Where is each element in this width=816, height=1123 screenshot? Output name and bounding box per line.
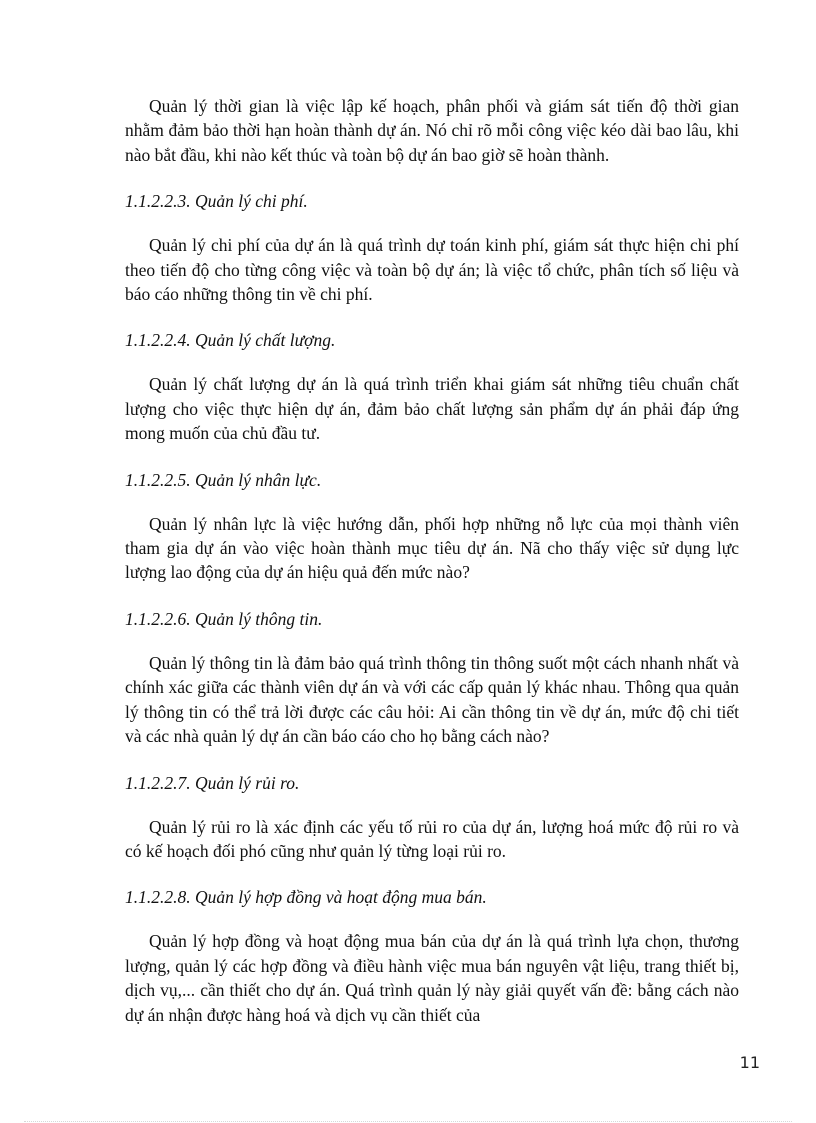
heading-risk-management: 1.1.2.2.7. Quản lý rủi ro. <box>125 772 300 793</box>
paragraph-information-management: Quản lý thông tin là đảm bảo quá trình thông tin thông suốt một cách nhanh nhất và chính xác giữa các thành viên dự án và với các cấp quản lý khác nhau. Thông qua quản lý thông tin có thể trả lời được các câu hỏi: Ai cần thông tin về dự án, mức độ chi tiết và các nhà quản lý dự án cần báo cáo cho họ bằng cách nào? <box>125 652 739 747</box>
heading-human-resource-management: 1.1.2.2.5. Quản lý nhân lực. <box>125 469 322 490</box>
paragraph-cost-management: Quản lý chi phí của dự án là quá trình dự toán kinh phí, giám sát thực hiện chi phí theo tiến độ cho từng công việc và toàn bộ dự án; là việc tổ chức, phân tích số liệu và báo cáo những thông tin về chi phí. <box>125 235 739 305</box>
heading-information-management: 1.1.2.2.6. Quản lý thông tin. <box>125 608 323 629</box>
paragraph-time-management: Quản lý thời gian là việc lập kế hoạch, phân phối và giám sát tiến độ thời gian nhằm đảm bảo thời hạn hoàn thành dự án. Nó chỉ rõ mỗi công việc kéo dài bao lâu, khi nào bắt đầu, khi nào kết thúc và toàn bộ dự án bao giờ sẽ hoàn thành. <box>125 96 739 165</box>
paragraph-quality-management: Quản lý chất lượng dự án là quá trình triển khai giám sát những tiêu chuẩn chất lượng cho việc thực hiện dự án, đảm bảo chất lượng sản phẩm dự án phải đáp ứng mong muốn của chủ đầu tư. <box>125 374 739 444</box>
page-bottom-divider <box>24 1121 792 1122</box>
heading-cost-management: 1.1.2.2.3. Quản lý chi phí. <box>125 191 308 212</box>
paragraph-contract-procurement-management: Quản lý hợp đồng và hoạt động mua bán của dự án là quá trình lựa chọn, thương lượng, quản lý các hợp đồng và điều hành việc mua bán nguyên vật liệu, trang thiết bị, dịch vụ,... cần thiết cho dự án. Quá trình quản lý này giải quyết vấn đề: bằng cách nào dự án nhận được hàng hoá và dịch vụ cần thiết của <box>125 931 739 1025</box>
paragraph-risk-management: Quản lý rủi ro là xác định các yếu tố rủi ro của dự án, lượng hoá mức độ rủi ro và có kế hoạch đối phó cũng như quản lý từng loại rủi ro. <box>125 816 739 861</box>
document-body <box>125 94 739 1027</box>
page-number: 11 <box>739 1053 760 1072</box>
paragraph-human-resource-management: Quản lý nhân lực là việc hướng dẫn, phối hợp những nỗ lực của mọi thành viên tham gia dự án vào việc hoàn thành mục tiêu dự án. Nã cho thấy việc sử dụng lực lượng lao động của dự án hiệu quả đến mức nào? <box>125 513 739 583</box>
heading-quality-management: 1.1.2.2.4. Quản lý chất lượng. <box>125 330 336 351</box>
heading-contract-procurement-management: 1.1.2.2.8. Quản lý hợp đồng và hoạt động mua bán. <box>125 887 487 908</box>
